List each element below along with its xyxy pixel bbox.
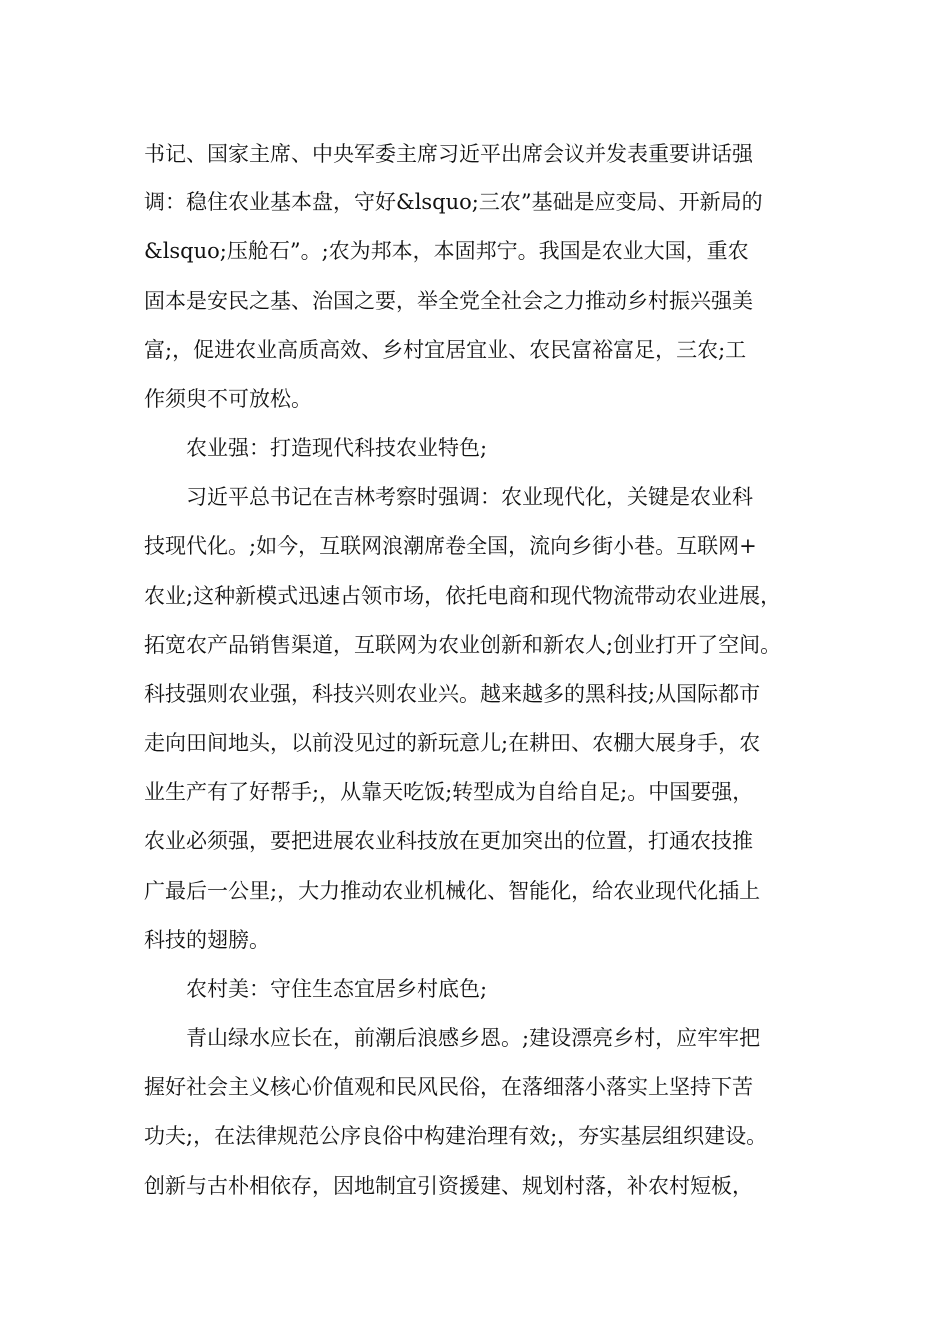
text-line: 科技强则农业强，科技兴则农业兴。越来越多的黑科技;从国际都市 [144, 682, 761, 706]
text-line: 固本是安民之基、治国之要，举全党全社会之力推动乡村振兴强美 [144, 289, 753, 313]
section-heading: 农村美：守住生态宜居乡村底色; [144, 977, 488, 1001]
text-line: 科技的翅膀。 [144, 928, 270, 952]
text-line: 农业;这种新模式迅速占领市场，依托电商和现代物流带动农业进展， [144, 584, 782, 608]
section-heading: 农业强：打造现代科技农业特色; [144, 436, 488, 460]
text-line: 习近平总书记在吉林考察时强调：农业现代化，关键是农业科 [144, 485, 753, 509]
text-line: 富;，促进农业高质高效、乡村宜居宜业、农民富裕富足，三农;工 [144, 338, 747, 362]
text-line: 业生产有了好帮手;，从靠天吃饭;转型成为自给自足;。中国要强， [144, 780, 754, 804]
text-line: 走向田间地头，以前没见过的新玩意儿;在耕田、农棚大展身手，农 [144, 731, 761, 755]
text-line: 书记、国家主席、中央军委主席习近平出席会议并发表重要讲话强 [144, 142, 753, 166]
text-line: 握好社会主义核心价值观和民风民俗，在落细落小落实上坚持下苦 [144, 1075, 753, 1099]
text-line: 广最后一公里;，大力推动农业机械化、智能化，给农业现代化插上 [144, 879, 761, 903]
text-line: 创新与古朴相依存，因地制宜引资援建、规划村落，补农村短板， [144, 1174, 753, 1198]
text-line: 青山绿水应长在，前潮后浪感乡恩。;建设漂亮乡村，应牢牢把 [144, 1026, 761, 1050]
text-line: 调：稳住农业基本盘，守好&lsquo;三农”基础是应变局、开新局的 [144, 190, 763, 214]
text-line: 功夫;，在法律规范公序良俗中构建治理有效;，夯实基层组织建设。 [144, 1124, 768, 1148]
text-line: 拓宽农产品销售渠道，互联网为农业创新和新农人;创业打开了空间。 [144, 633, 782, 657]
text-line: 作须臾不可放松。 [144, 387, 312, 411]
text-line: 农业必须强，要把进展农业科技放在更加突出的位置，打通农技推 [144, 829, 753, 853]
text-line: 技现代化。;如今，互联网浪潮席卷全国，流向乡街小巷。互联网+ [144, 534, 757, 558]
text-line: &lsquo;压舱石”。;农为邦本，本固邦宁。我国是农业大国，重农 [144, 239, 749, 263]
